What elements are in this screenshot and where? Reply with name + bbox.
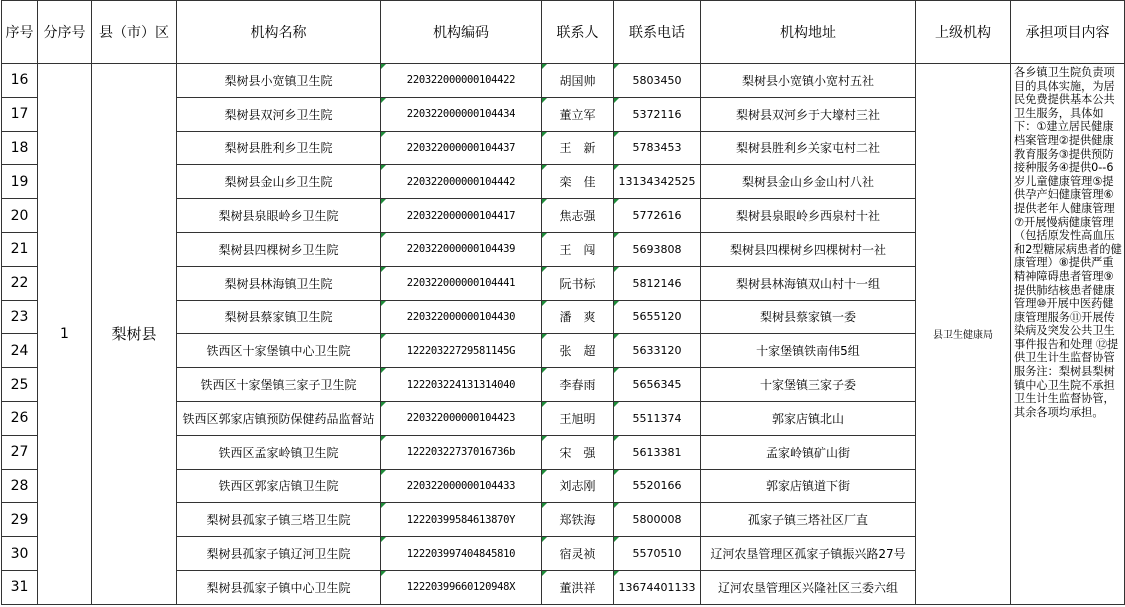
header-code: 机构编码 xyxy=(381,1,542,64)
cell-phone[interactable]: 5372116 xyxy=(614,97,701,131)
table-body xyxy=(2,64,1125,605)
cell-contact[interactable]: 董立军 xyxy=(542,97,614,131)
cell-contact[interactable]: 王旭明 xyxy=(542,401,614,435)
cell-name[interactable]: 铁西区孟家岭镇卫生院 xyxy=(177,435,381,469)
cell-phone[interactable]: 5812146 xyxy=(614,266,701,300)
cell-phone[interactable]: 13134342525 xyxy=(614,165,701,199)
cell-phone[interactable]: 5803450 xyxy=(614,64,701,98)
cell-seq[interactable]: 21 xyxy=(2,232,38,266)
cell-address[interactable]: 郭家店镇道下街 xyxy=(701,469,916,503)
cell-name[interactable]: 梨树县胜利乡卫生院 xyxy=(177,131,381,165)
cell-code[interactable]: 220322000000104422 xyxy=(381,64,542,98)
header-address: 机构地址 xyxy=(701,1,916,64)
cell-code[interactable]: 122203997404845810 xyxy=(381,537,542,571)
cell-name[interactable]: 梨树县林海镇卫生院 xyxy=(177,266,381,300)
cell-address[interactable]: 辽河农垦管理区孤家子镇振兴路27号 xyxy=(701,537,916,571)
cell-address[interactable]: 梨树县泉眼岭乡西泉村十社 xyxy=(701,199,916,233)
cell-address[interactable]: 十家堡镇铁南伟5组 xyxy=(701,334,916,368)
cell-phone[interactable]: 5693808 xyxy=(614,232,701,266)
cell-name[interactable]: 梨树县孤家子镇中心卫生院 xyxy=(177,570,381,604)
header-name: 机构名称 xyxy=(177,1,381,64)
cell-contact[interactable]: 胡国帅 xyxy=(542,64,614,98)
header-phone: 联系电话 xyxy=(614,1,701,64)
cell-seq[interactable]: 31 xyxy=(2,570,38,604)
cell-county[interactable]: 梨树县 xyxy=(92,64,177,605)
cell-contact[interactable]: 宿灵祯 xyxy=(542,537,614,571)
cell-code[interactable]: 12220322737016736b xyxy=(381,435,542,469)
cell-name[interactable]: 梨树县孤家子镇辽河卫生院 xyxy=(177,537,381,571)
cell-address[interactable]: 孤家子镇三塔社区厂直 xyxy=(701,503,916,537)
cell-code[interactable]: 220322000000104430 xyxy=(381,300,542,334)
cell-seq[interactable]: 24 xyxy=(2,334,38,368)
cell-contact[interactable]: 王 闯 xyxy=(542,232,614,266)
cell-phone[interactable]: 5783453 xyxy=(614,131,701,165)
cell-seq[interactable]: 20 xyxy=(2,199,38,233)
cell-sub-seq[interactable]: 1 xyxy=(38,64,92,605)
cell-contact[interactable]: 刘志刚 xyxy=(542,469,614,503)
cell-name[interactable]: 梨树县孤家子镇三塔卫生院 xyxy=(177,503,381,537)
cell-code[interactable]: 12220322729581145G xyxy=(381,334,542,368)
cell-content[interactable]: 各乡镇卫生院负责项目的具体实施，为居民免费提供基本公共卫生服务，具体如下：①建立居民健康档案管理②提供健康教育服务③提供预防接种服务④提供0--6岁儿童健康管理⑤提供孕产妇健康管理⑥提供老年人健康管理⑦开展慢病健康管理（包括原发性高血压和2型糖尿病患者的健康管理）⑧提供严重精神障碍患者管理⑨提供肺结核患者健康管理⑩开展中医药健康管理服务⑪开展传染病及突发公共卫生事件报告和处理 ⑫提供卫生计生监督协管服务注：梨树县梨树镇中心卫生院不承担卫生计生监督协管，其余各项均承担。 xyxy=(1011,64,1125,605)
cell-seq[interactable]: 28 xyxy=(2,469,38,503)
header-sub-seq: 分序号 xyxy=(38,1,92,64)
cell-code[interactable]: 122203224131314040 xyxy=(381,368,542,402)
header-row xyxy=(2,1,1125,64)
cell-contact[interactable]: 李春雨 xyxy=(542,368,614,402)
cell-name[interactable]: 铁西区十家堡镇三家子卫生院 xyxy=(177,368,381,402)
cell-address[interactable]: 郭家店镇北山 xyxy=(701,401,916,435)
cell-code[interactable]: 220322000000104441 xyxy=(381,266,542,300)
cell-name[interactable]: 梨树县小宽镇卫生院 xyxy=(177,64,381,98)
cell-code[interactable]: 220322000000104439 xyxy=(381,232,542,266)
header-parent: 上级机构 xyxy=(916,1,1011,64)
cell-contact[interactable]: 宋 强 xyxy=(542,435,614,469)
cell-address[interactable]: 梨树县四棵树乡四棵树村一社 xyxy=(701,232,916,266)
cell-address[interactable]: 梨树县胜利乡关家屯村二社 xyxy=(701,131,916,165)
cell-name[interactable]: 梨树县泉眼岭乡卫生院 xyxy=(177,199,381,233)
cell-seq[interactable]: 16 xyxy=(2,64,38,98)
cell-phone[interactable]: 5613381 xyxy=(614,435,701,469)
cell-contact[interactable]: 阮书标 xyxy=(542,266,614,300)
header-seq: 序号 xyxy=(2,1,38,64)
cell-address[interactable]: 梨树县双河乡于大壕村三社 xyxy=(701,97,916,131)
cell-address[interactable]: 梨树县金山乡金山村八社 xyxy=(701,165,916,199)
cell-name[interactable]: 铁西区郭家店镇卫生院 xyxy=(177,469,381,503)
cell-contact[interactable]: 栾 佳 xyxy=(542,165,614,199)
cell-phone[interactable]: 5655120 xyxy=(614,300,701,334)
cell-name[interactable]: 梨树县蔡家镇卫生院 xyxy=(177,300,381,334)
cell-phone[interactable]: 5511374 xyxy=(614,401,701,435)
cell-name[interactable]: 梨树县四棵树乡卫生院 xyxy=(177,232,381,266)
cell-address[interactable]: 辽河农垦管理区兴隆社区三委六组 xyxy=(701,570,916,604)
cell-contact[interactable]: 郑铁海 xyxy=(542,503,614,537)
cell-code[interactable]: 220322000000104417 xyxy=(381,199,542,233)
cell-phone[interactable]: 5520166 xyxy=(614,469,701,503)
header-contact: 联系人 xyxy=(542,1,614,64)
cell-seq[interactable]: 29 xyxy=(2,503,38,537)
cell-seq[interactable]: 18 xyxy=(2,131,38,165)
cell-contact[interactable]: 张 超 xyxy=(542,334,614,368)
cell-address[interactable]: 孟家岭镇矿山街 xyxy=(701,435,916,469)
cell-seq[interactable]: 23 xyxy=(2,300,38,334)
cell-seq[interactable]: 25 xyxy=(2,368,38,402)
table-row xyxy=(2,64,1125,98)
cell-phone[interactable]: 5656345 xyxy=(614,368,701,402)
cell-seq[interactable]: 17 xyxy=(2,97,38,131)
cell-name[interactable]: 铁西区郭家店镇预防保健药品监督站 xyxy=(177,401,381,435)
cell-address[interactable]: 十家堡镇三家子委 xyxy=(701,368,916,402)
cell-phone[interactable]: 5570510 xyxy=(614,537,701,571)
cell-parent[interactable]: 县卫生健康局 xyxy=(916,64,1011,605)
header-content: 承担项目内容 xyxy=(1011,1,1125,64)
cell-code[interactable]: 12220399584613870Y xyxy=(381,503,542,537)
cell-address[interactable]: 梨树县小宽镇小宽村五社 xyxy=(701,64,916,98)
cell-seq[interactable]: 22 xyxy=(2,266,38,300)
cell-seq[interactable]: 26 xyxy=(2,401,38,435)
cell-contact[interactable]: 董洪祥 xyxy=(542,570,614,604)
cell-code[interactable]: 220322000000104433 xyxy=(381,469,542,503)
cell-phone[interactable]: 13674401133 xyxy=(614,570,701,604)
cell-seq[interactable]: 27 xyxy=(2,435,38,469)
cell-phone[interactable]: 5772616 xyxy=(614,199,701,233)
cell-address[interactable]: 梨树县林海镇双山村十一组 xyxy=(701,266,916,300)
cell-name[interactable]: 梨树县双河乡卫生院 xyxy=(177,97,381,131)
cell-contact[interactable]: 焦志强 xyxy=(542,199,614,233)
cell-phone[interactable]: 5633120 xyxy=(614,334,701,368)
institution-table xyxy=(1,0,1125,605)
cell-contact[interactable]: 王 新 xyxy=(542,131,614,165)
cell-phone[interactable]: 5800008 xyxy=(614,503,701,537)
cell-seq[interactable]: 19 xyxy=(2,165,38,199)
cell-seq[interactable]: 30 xyxy=(2,537,38,571)
cell-name[interactable]: 梨树县金山乡卫生院 xyxy=(177,165,381,199)
cell-address[interactable]: 梨树县蔡家镇一委 xyxy=(701,300,916,334)
cell-code[interactable]: 12220399660120948X xyxy=(381,570,542,604)
cell-contact[interactable]: 潘 爽 xyxy=(542,300,614,334)
cell-code[interactable]: 220322000000104434 xyxy=(381,97,542,131)
cell-code[interactable]: 220322000000104437 xyxy=(381,131,542,165)
cell-name[interactable]: 铁西区十家堡镇中心卫生院 xyxy=(177,334,381,368)
cell-code[interactable]: 220322000000104423 xyxy=(381,401,542,435)
header-county: 县（市）区 xyxy=(92,1,177,64)
cell-code[interactable]: 220322000000104442 xyxy=(381,165,542,199)
